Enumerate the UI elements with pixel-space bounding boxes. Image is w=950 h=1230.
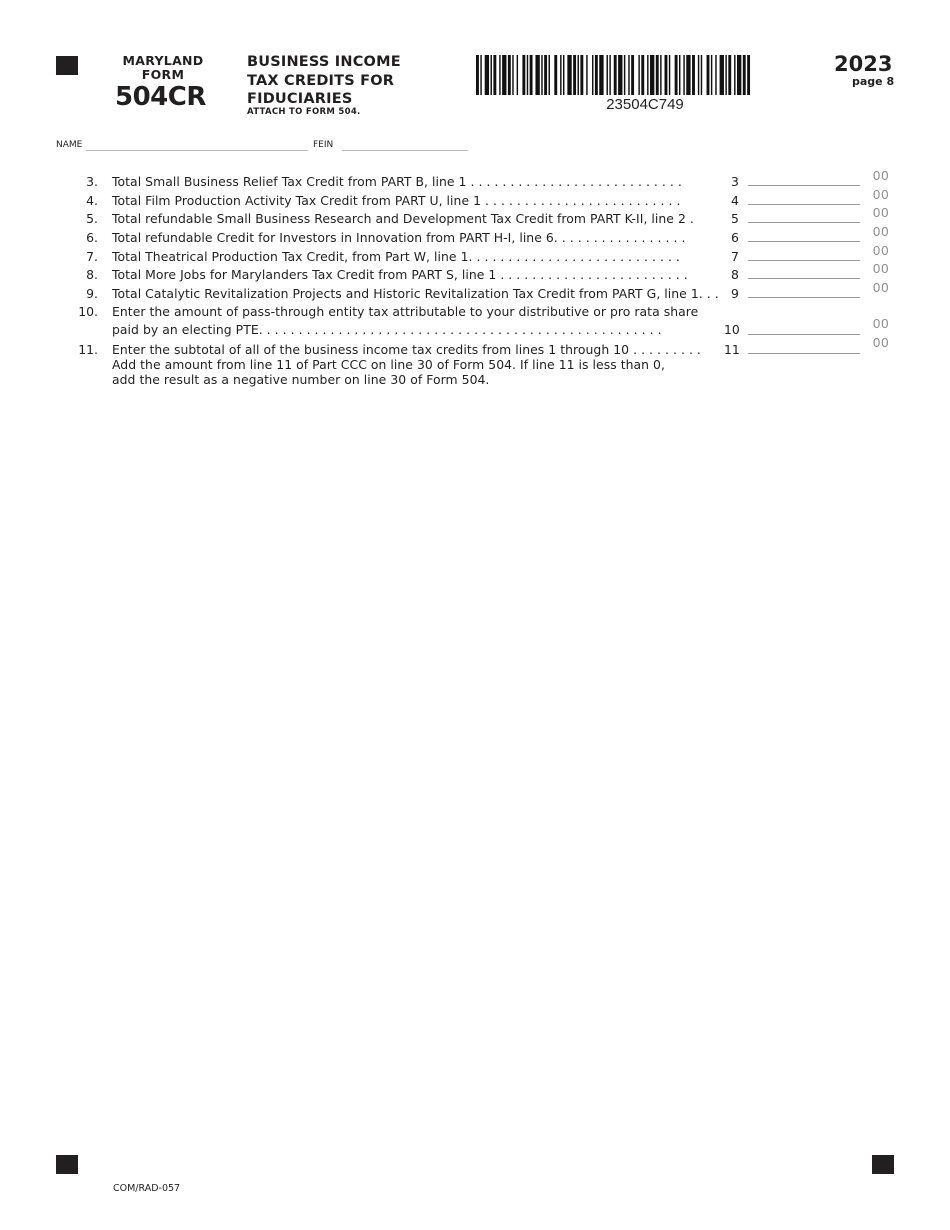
barcode-bar <box>660 55 661 95</box>
barcode-bar <box>679 55 680 95</box>
barcode-bar <box>698 55 699 95</box>
line-cents: 00 <box>873 243 890 258</box>
line-amount-field[interactable] <box>748 259 860 261</box>
barcode-bar <box>476 55 479 95</box>
line-amount-field[interactable] <box>748 221 860 223</box>
line-amount-field[interactable] <box>748 184 860 186</box>
barcode-bar <box>734 55 735 95</box>
line-10-amount-field[interactable] <box>748 333 860 335</box>
title-line-3: FIDUCIARIES <box>247 91 353 107</box>
line-ref: 8 <box>731 267 739 282</box>
registration-mark-top-left <box>56 56 78 75</box>
barcode-bar <box>647 55 648 95</box>
barcode-bar <box>578 55 579 95</box>
line-11-text-1: Enter the subtotal of all of the business income tax credits from lines 1 through 10 . . . . . . . . . <box>112 342 701 357</box>
barcode-bar <box>522 55 525 95</box>
form-word: FORM <box>141 67 185 82</box>
line-ref: 7 <box>731 249 739 264</box>
line-cents: 00 <box>873 261 890 276</box>
barcode-bar <box>502 55 506 95</box>
line-ref: 3 <box>731 174 739 189</box>
fein-field[interactable] <box>342 149 468 151</box>
line-ref: 5 <box>731 211 739 226</box>
line-number: 8. <box>86 267 98 282</box>
form-title <box>247 53 401 109</box>
line-ref: 9 <box>731 286 739 301</box>
barcode-bar <box>544 55 547 95</box>
barcode-bar <box>701 55 702 95</box>
line-text: Total refundable Credit for Investors in Innovation from PART H-I, line 6. . . . . . . . . . . . . . . . . <box>112 230 686 245</box>
line-11-text-3: add the result as a negative number on line 30 of Form 504. <box>112 372 490 387</box>
barcode-bar <box>628 55 629 95</box>
line-text: Total Film Production Activity Tax Credit from PART U, line 1 . . . . . . . . . . . . . . . . . . . . . . . . . <box>112 193 681 208</box>
barcode-bar <box>527 55 528 95</box>
barcode-bar <box>715 55 716 95</box>
barcode-bar <box>747 55 750 95</box>
barcode-bar <box>485 55 489 95</box>
registration-mark-bottom-right <box>872 1155 894 1174</box>
name-label: NAME <box>56 140 83 150</box>
fein-label: FEIN <box>313 140 334 150</box>
barcode-bar <box>541 55 542 95</box>
barcode-image <box>476 55 814 95</box>
line-cents: 00 <box>873 187 890 202</box>
line-amount-field[interactable] <box>748 296 860 298</box>
attach-instruction: ATTACH TO FORM 504. <box>247 107 361 117</box>
barcode-bar <box>641 55 644 95</box>
line-number: 5. <box>86 211 98 226</box>
barcode-bar <box>567 55 571 95</box>
line-text: Total More Jobs for Marylanders Tax Credit from PART S, line 1 . . . . . . . . . . . . . . . . . . . . . . . . <box>112 267 688 282</box>
title-line-2: TAX CREDITS FOR <box>247 72 395 89</box>
name-field[interactable] <box>86 149 308 151</box>
line-amount-field[interactable] <box>748 203 860 205</box>
line-cents: 00 <box>873 280 890 295</box>
form-state-label <box>108 54 218 82</box>
barcode-bar <box>599 55 603 95</box>
tax-year: 2023 <box>834 52 893 76</box>
barcode-bar <box>675 55 678 95</box>
barcode-bar <box>656 55 659 95</box>
line-ref: 4 <box>731 193 739 208</box>
registration-mark-bottom-left <box>56 1155 78 1174</box>
barcode-bar <box>624 55 625 95</box>
page-number: page 8 <box>852 75 895 88</box>
barcode-bar <box>592 55 593 95</box>
barcode-bar <box>508 55 511 95</box>
barcode-bar <box>607 55 608 95</box>
barcode-bar <box>517 55 518 95</box>
barcode-bar <box>499 55 500 95</box>
barcode-bar <box>580 55 583 95</box>
barcode-bar <box>692 55 695 95</box>
line-text: Total Catalytic Revitalization Projects and Historic Revitalization Tax Credit from PART G, line 1. . . <box>112 286 719 301</box>
form-number: 504CR <box>115 82 206 112</box>
line-text: Total Small Business Relief Tax Credit from PART B, line 1 . . . . . . . . . . . . . . . . . . . . . . . . . . . <box>112 174 682 189</box>
barcode-bar <box>586 55 587 95</box>
line-11-number: 11. <box>78 342 98 357</box>
form-code: COM/RAD-057 <box>113 1183 181 1194</box>
barcode-bar <box>683 55 684 95</box>
line-cents: 00 <box>873 205 890 220</box>
line-number: 9. <box>86 286 98 301</box>
barcode-bar <box>665 55 668 95</box>
barcode-bar <box>650 55 654 95</box>
barcode-bar <box>595 55 598 95</box>
barcode-bar <box>554 55 557 95</box>
state-name: MARYLAND <box>122 53 204 68</box>
line-cents: 00 <box>873 168 890 183</box>
barcode-bar <box>535 55 539 95</box>
barcode-bar <box>720 55 724 95</box>
barcode-bar <box>618 55 622 95</box>
line-11-ref: 11 <box>724 342 740 357</box>
barcode-bar <box>560 55 561 95</box>
barcode-bar <box>563 55 564 95</box>
line-10-number: 10. <box>78 304 98 319</box>
barcode-bar <box>638 55 639 95</box>
barcode-bar <box>549 55 550 95</box>
barcode-bar <box>573 55 576 95</box>
barcode-bar <box>609 55 610 95</box>
line-ref: 6 <box>731 230 739 245</box>
line-amount-field[interactable] <box>748 240 860 242</box>
line-10-text-2: paid by an electing PTE. . . . . . . . . . . . . . . . . . . . . . . . . . . . . . . . . . . . . . . . . . . . . . . . . . . <box>112 322 662 337</box>
barcode-bar <box>493 55 496 95</box>
line-10-text-1: Enter the amount of pass-through entity tax attributable to your distributive or pro rata share <box>112 304 699 319</box>
barcode-bar <box>725 55 726 95</box>
barcode-bar <box>711 55 712 95</box>
line-number: 7. <box>86 249 98 264</box>
barcode-bar <box>707 55 710 95</box>
title-line-1: BUSINESS INCOME <box>247 54 401 70</box>
barcode-bar <box>631 55 634 95</box>
barcode-bar <box>743 55 746 95</box>
barcode-bar <box>686 55 690 95</box>
line-11-cents: 00 <box>873 335 890 350</box>
line-number: 6. <box>86 230 98 245</box>
barcode-bar <box>728 55 731 95</box>
barcode-bar <box>614 55 617 95</box>
line-11-text-2: Add the amount from line 11 of Part CCC on line 30 of Form 504. If line 11 is less than 0, <box>112 357 665 372</box>
line-amount-field[interactable] <box>748 277 860 279</box>
barcode-bar <box>530 55 533 95</box>
line-cents: 00 <box>873 224 890 239</box>
line-number: 4. <box>86 193 98 208</box>
barcode-bar <box>480 55 481 95</box>
line-text: Total Theatrical Production Tax Credit, from Part W, line 1. . . . . . . . . . . . . . . . . . . . . . . . . . . <box>112 249 680 264</box>
barcode-bar <box>491 55 492 95</box>
barcode-bar <box>669 55 670 95</box>
line-10-ref: 10 <box>724 322 740 337</box>
barcode-bar <box>737 55 741 95</box>
barcode-number: 23504C749 <box>606 96 684 113</box>
line-10-cents: 00 <box>873 316 890 331</box>
line-11-amount-field[interactable] <box>748 352 860 354</box>
line-text: Total refundable Small Business Research and Development Tax Credit from PART K-II, line 2 . <box>112 211 694 226</box>
line-number: 3. <box>86 174 98 189</box>
barcode-bar <box>512 55 513 95</box>
